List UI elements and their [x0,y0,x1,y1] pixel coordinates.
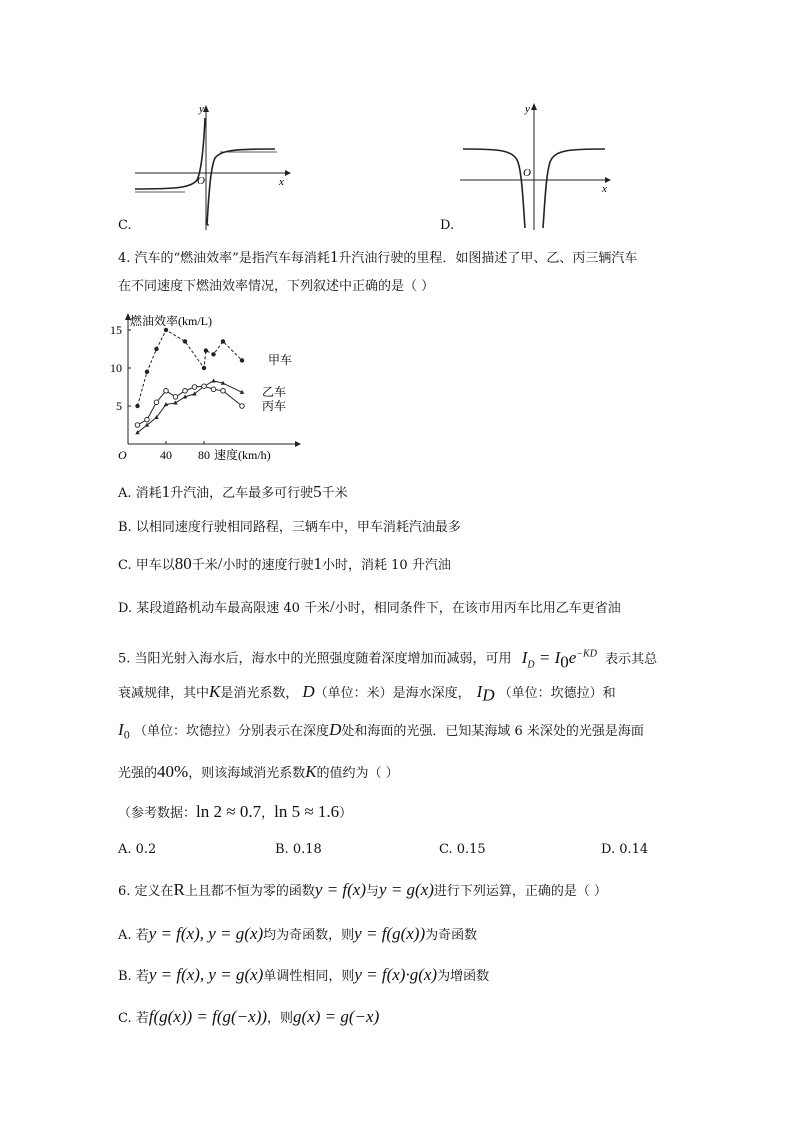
option-text: A. 消耗 [118,486,162,501]
x-axis-label: 速度(km/h) [214,448,271,462]
data-point [240,358,244,362]
option-number: 1 [313,554,323,573]
option-math: y = f(g(x)) [354,924,426,943]
q5-option-d[interactable]: D. 0.14 [601,842,649,857]
option-number: 1 [161,482,171,501]
data-point [192,385,197,390]
graph-c [125,100,295,235]
graph-c-origin: O [197,175,205,187]
q4-option-a[interactable] [118,482,348,504]
y-tick-label: 5 [116,399,122,413]
q5-stem-line2 [118,682,616,706]
option-math: f(g(x)) = f(g(−x)) [148,1007,268,1026]
q5-formula [521,647,597,672]
q4-number: 1 [329,247,339,266]
option-slash: / [330,597,335,616]
q5-var: D [302,682,315,701]
graph-c-y-label: y [199,103,204,115]
q5-option-c[interactable]: C. 0.15 [439,842,486,857]
q5-text: （参考数据： [118,806,197,821]
q4-option-d[interactable] [118,597,621,619]
data-point [240,404,245,409]
graph-d-curve-left [463,149,525,228]
y-axis-label: 燃油效率(km/L) [130,314,212,328]
graph-d-option-label: D. [440,218,455,233]
data-point [221,389,226,394]
q5-var: K [305,762,317,781]
q5-option-a[interactable]: A. 0.2 [118,842,157,857]
q5-text: 5. 当阳光射入海水后，海水中的光照强度随着深度增加而减弱，可用 [118,651,512,667]
x-tick-label: 40 [160,448,172,462]
formula-part: D [527,659,535,671]
q4-text: 4. 汽车的“燃油效率”是指汽车每消耗 [118,251,330,266]
q6-option-b[interactable] [118,965,489,987]
q4-option-c[interactable] [118,554,451,576]
data-point [211,352,215,356]
graph-d-y-arrow [531,103,537,110]
graph-c-x-arrow [285,170,291,176]
graph-c-y-arrow [203,105,209,112]
option-text: 为增函数 [437,969,490,984]
graph-c-curve-right [207,149,275,225]
formula-part: I [521,647,528,667]
y-tick-label: 10 [110,361,122,375]
graph-d-origin: O [523,167,531,179]
option-text: B. 若 [118,969,149,984]
q5-stem-line3 [118,720,644,747]
q5-text: （单位：米）是海水深度， [314,686,471,701]
series-label: 乙车 [262,385,287,399]
q5-text: 表示其总 [605,651,658,667]
graph-c-x-label: x [279,176,284,188]
data-point [135,404,139,408]
option-math: g(x) = g(−x) [293,1007,380,1026]
option-text: ，则 [267,1011,294,1026]
option-text: 均为奇函数，则 [263,928,355,943]
option-text: 小时的速度行驶 [222,558,314,573]
data-point [204,348,208,352]
q5-text: 衰减规律，其中 [118,686,210,701]
q6-math: y = f(x) [314,880,367,899]
option-text: 为奇函数 [425,928,478,943]
q5-text: 是消光系数， [220,686,299,701]
q6-math: y = g(x) [379,880,434,899]
q5-ref-math: ln 2 ≈ 0.7 [196,802,262,821]
formula-part: = [534,647,555,667]
formula-part: e [568,647,577,667]
series-label: 丙车 [262,399,287,413]
data-point [145,417,150,422]
option-text: C. 甲车以 [118,558,175,573]
data-point [173,395,178,400]
q4-option-b[interactable]: B. 以相同速度行驶相同路程，三辆车中，甲车消耗汽油最多 [118,520,461,535]
q5-text: ，则该海域消光系数 [188,766,306,781]
graph-d-y-label: y [525,103,530,115]
q4-stem-line1 [118,247,637,269]
x-tick-label: 80 [198,448,210,462]
q5-text: ） [339,806,353,821]
data-point [135,423,140,428]
data-point [202,384,207,389]
data-point [164,389,169,394]
q4-text: 升汽油行驶的里程．如图描述了甲、乙、丙三辆汽车 [338,251,638,266]
q5-stem-line1 [118,644,657,675]
data-point [221,339,225,343]
option-slash: / [217,554,223,573]
fuel-efficiency-chart [110,306,320,464]
formula-part: I [554,647,561,667]
q5-text: （单位：坎德拉）和 [498,686,616,701]
q6-text: 上且都不恒为零的函数 [184,884,315,899]
option-math: y = f(x)·g(x) [354,965,438,984]
y-tick-label: 15 [110,323,122,337]
data-point [154,347,158,351]
data-point [211,379,215,383]
option-math: y = f(x), y = g(x) [148,924,264,943]
q5-var: I [118,720,124,739]
graph-d-curve-right [543,149,605,228]
formula-part: 0 [560,652,569,672]
option-text: 小时，消耗 10 升汽油 [322,558,451,573]
series-line-0 [138,330,243,406]
q5-option-b[interactable]: B. 0.18 [275,842,322,857]
option-text: A. 若 [118,928,149,943]
data-point [211,387,216,392]
graph-c-option-label: C. [118,218,132,233]
option-text: D. 某段道路机动车最高限速 40 千米 [118,601,331,616]
data-point [154,400,159,405]
option-text: 小时，相同条件下，在该市用丙车比用乙车更省油 [334,601,621,616]
q5-var: K [209,682,221,701]
option-text: 升汽油，乙车最多可行驶 [170,486,314,501]
q5-sub: 0 [123,730,131,742]
option-number: 80 [174,554,192,573]
q6-set: R [173,880,185,899]
series-line-2 [138,386,243,425]
option-text: 单调性相同，则 [263,969,355,984]
data-point [183,389,188,394]
option-text: C. 若 [118,1011,149,1026]
q5-reference [118,802,352,824]
q5-text: 的值约为（ ） [316,766,399,781]
series-label: 甲车 [268,353,293,367]
x-axis-arrow [295,441,301,447]
formula-part: −KD [576,648,597,659]
q4-stem-line2: 在不同速度下燃油效率情况，下列叙述中正确的是（ ） [118,279,435,294]
q5-percent: 40% [157,762,189,781]
q6-option-a[interactable] [118,924,477,946]
option-number: 5 [313,482,322,501]
q5-stem-line4 [118,762,399,784]
q5-sub: D [482,685,495,705]
graph-d [455,100,620,235]
q5-text: （单位：坎德拉）分别表示在深度 [134,724,330,739]
data-point [183,339,187,343]
q6-stem [118,880,607,902]
q5-ref-math: ln 5 ≈ 1.6 [274,802,340,821]
q5-text: ， [261,806,275,821]
q6-text: 与 [366,884,380,899]
graph-c-curve-left [135,118,205,189]
data-point [145,370,149,374]
data-point [164,328,168,332]
option-text: 千米 [191,558,218,573]
q5-var: I [476,682,483,701]
option-math: y = f(x), y = g(x) [148,965,264,984]
q6-text: 6. 定义在 [118,884,174,899]
origin-label: O [118,448,127,462]
q5-var: D [329,720,342,739]
q6-text: 进行下列运算，正确的是（ ） [433,884,608,899]
q5-text: 光强的 [118,766,158,781]
graph-d-x-label: x [602,183,607,195]
q6-option-c[interactable] [118,1007,379,1029]
data-point [202,366,206,370]
q5-text: 处和海面的光强．已知某海域 6 米深处的光强是海面 [341,724,644,739]
option-text: 千米 [321,486,348,501]
